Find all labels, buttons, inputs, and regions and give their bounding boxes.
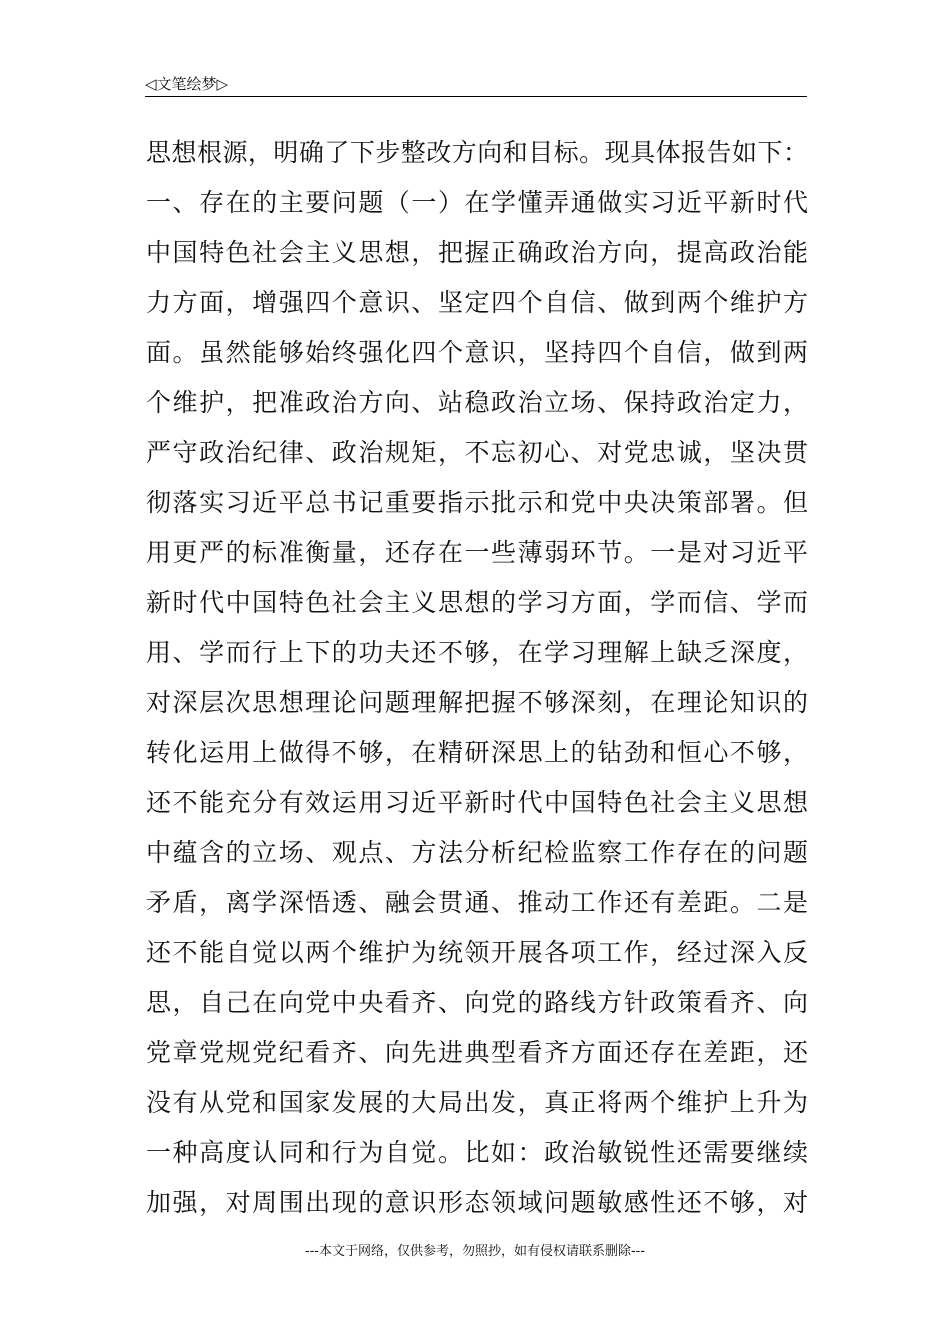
- text-line: 一种高度认同和行为自觉。比如：政治敏锐性还需要继续: [146, 1138, 808, 1167]
- text-line: 面。虽然能够始终强化四个意识，坚持四个自信，做到两: [146, 338, 808, 367]
- text-line: 用、学而行上下的功夫还不够，在学习理解上缺乏深度，: [146, 638, 808, 667]
- text-line: 还不能充分有效运用习近平新时代中国特色社会主义思想: [146, 788, 808, 817]
- text-line: 中蕴含的立场、观点、方法分析纪检监察工作存在的问题: [146, 838, 808, 867]
- header-divider: [145, 96, 807, 97]
- text-line: 力方面，增强四个意识、坚定四个自信、做到两个维护方: [146, 288, 808, 317]
- text-line: 中国特色社会主义思想，把握正确政治方向，提高政治能: [146, 238, 808, 267]
- page-footer-disclaimer: ---本文于网络，仅供参考，勿照抄，如有侵权请联系删除---: [304, 1244, 646, 1259]
- text-line: 对深层次思想理论问题理解把握不够深刻，在理论知识的: [146, 688, 808, 717]
- text-line: 矛盾，离学深悟透、融会贯通、推动工作还有差距。二是: [146, 888, 808, 917]
- text-line: 严守政治纪律、政治规矩，不忘初心、对党忠诚，坚决贯: [146, 438, 808, 467]
- text-line: 一、存在的主要问题（一）在学懂弄通做实习近平新时代: [146, 188, 808, 217]
- text-line: 加强，对周围出现的意识形态领域问题敏感性还不够，对: [146, 1188, 808, 1217]
- text-line: 转化运用上做得不够，在精研深思上的钻劲和恒心不够，: [146, 738, 808, 767]
- text-line: 用更严的标准衡量，还存在一些薄弱环节。一是对习近平: [146, 538, 808, 567]
- text-line: 还不能自觉以两个维护为统领开展各项工作，经过深入反: [146, 938, 808, 967]
- text-line: 个维护，把准政治方向、站稳政治立场、保持政治定力，: [146, 388, 808, 417]
- text-line: 思想根源，明确了下步整改方向和目标。现具体报告如下：: [146, 138, 808, 167]
- page-header: ◁文笔绘梦▷: [145, 75, 229, 93]
- text-line: 思，自己在向党中央看齐、向党的路线方针政策看齐、向: [146, 988, 808, 1017]
- body-paragraph: [146, 128, 808, 1228]
- text-line: 没有从党和国家发展的大局出发，真正将两个维护上升为: [146, 1088, 808, 1117]
- text-line: 新时代中国特色社会主义思想的学习方面，学而信、学而: [146, 588, 808, 617]
- text-line: 彻落实习近平总书记重要指示批示和党中央决策部署。但: [146, 488, 808, 517]
- text-line: 党章党规党纪看齐、向先进典型看齐方面还存在差距，还: [146, 1038, 808, 1067]
